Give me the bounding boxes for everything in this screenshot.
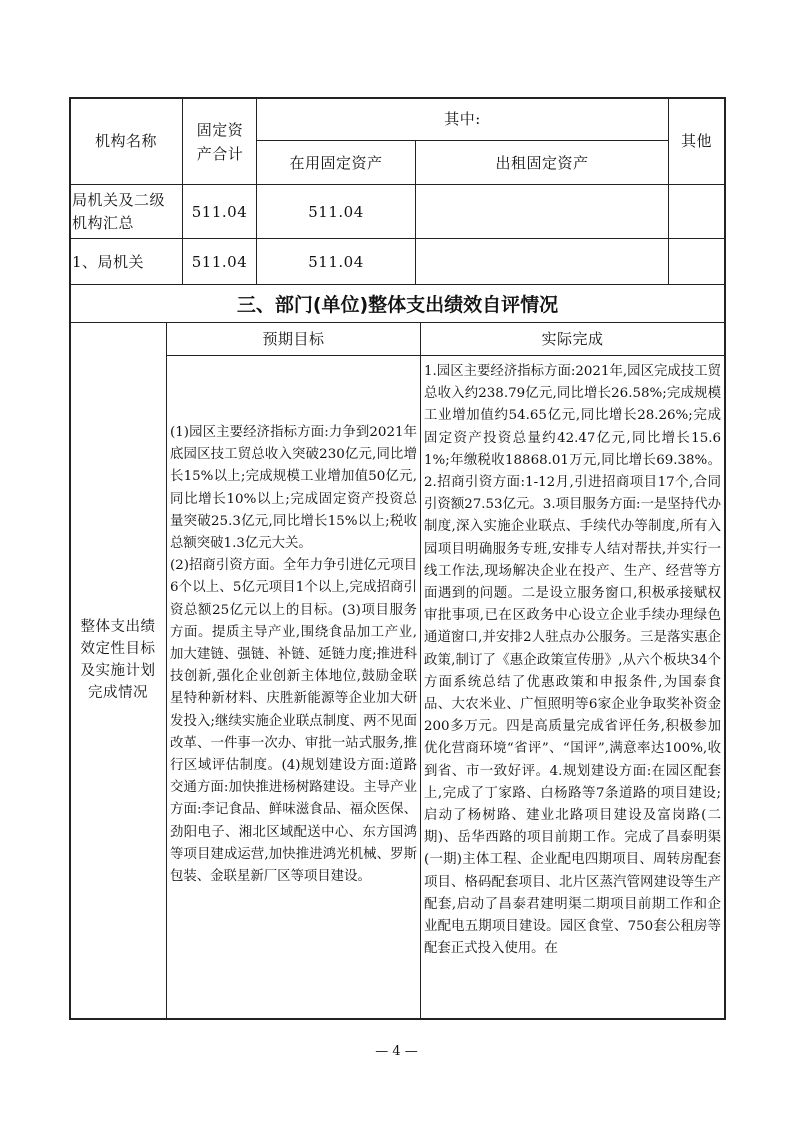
actual-text: 1.园区主要经济指标方面:2021年,园区完成技工贸总收入约238.79亿元,同比增长26.58%;完成规模工业增加值约54.65亿元,同比增长28.26%;完成固定资产投资总量约42.47亿元,同比增长15.61%;年缴税收18868.01万元,同比增长69.38%。2.招商引资方面:1-12月,引进招商项目17个,合同引资额27.53亿元。3.项目服务方面:一是坚持代办制度,深入实施企业联点、手续代办等制度,所有入园项目明确服务专班,安排专人结对帮扶,并实行一线工作法,现场解决企业在投产、生产、经营等方面遇到的问题。二是设立服务窗口,积极承接赋权审批事项,已在区政务中心设立企业手续办理绿色通道窗口,并安排2人驻点办公服务。三是落实惠企政策,制订了《惠企政策宣传册》,从六个板块34个方面系统总结了优惠政策和申报条件,为国泰食品、大农米业、广恒照明等6家企业争取奖补资金200多万元。四是高质量完成省评任务,积极参加优化营商环境“省评”、“国评”,满意率达100%,收到省、市一致好评。4.规划建设方面:在园区配套上,完成了丁家路、白杨路等7条道路的项目建设;启动了杨树路、建业北路项目建设及富岗路(二期)、岳华西路的项目前期工作。完成了昌泰明渠(一期)主体工程、企业配电四期项目、周转房配套项目、格码配套项目、北片区蒸汽管网建设等生产配套,启动了昌泰君建明渠二期项目前期工作和企业配电五期项目建设。园区食堂、750套公租房等配套正式投入使用。在 <box>424 364 721 957</box>
table-border-left <box>69 97 71 1019</box>
row-in-use: 511.04 <box>308 252 364 271</box>
expected-text: (1)园区主要经济指标方面:力争到2021年底园区技工贸总收入突破230亿元,同比增长15%以上;完成规模工业增加值50亿元,同比增长10%以上;完成固定资产投资总量突破25.3亿元,同比增长15%以上;税收总额突破1.3亿元大关。 (2)招商引资方面。全年力争引进亿元项目6个以上、5亿元项目1个以上,完成招商引资总额25亿元以上的目标。(3)项目服务方面。提质主导产业,围绕食品加工产业,加大建链、强链、补链、延链力度;推进科技创新,强化企业创新主体地位,鼓励金联星特种新材料、庆胜新能源等企业加大研发投入;继续实施企业联点制度、两不见面改革、一件事一次办、审批一站式服务,推行区域评估制度。(4)规划建设方面:道路交通方面:加快推进杨树路建设。主导产业方面:李记食品、鲜味滋食品、福众医保、劲阳电子、湘北区域配送中心、东方国鸿等项目建成运营,加快推进鸿光机械、罗斯包装、金联星新厂区等项目建设。 <box>170 425 417 885</box>
col-expected-header: 预期目标 <box>262 330 325 348</box>
row-total: 511.04 <box>191 202 248 221</box>
table-rule <box>166 355 726 356</box>
row-other <box>669 239 724 284</box>
table-border-right <box>724 97 726 1019</box>
header-of-which: 其中: <box>444 110 481 128</box>
table-rule <box>420 322 421 1019</box>
header-fixed-total: 固定资产合计 <box>196 121 244 163</box>
header-rented: 出租固定资产 <box>495 153 589 172</box>
row-rented <box>416 185 668 238</box>
section-title: 三、部门(单位)整体支出绩效自评情况 <box>236 293 559 316</box>
col-actual-header: 实际完成 <box>541 330 604 348</box>
header-in-use: 在用固定资产 <box>289 153 383 172</box>
row-total: 511.04 <box>191 252 248 271</box>
row-name: 局机关及二级机构汇总 <box>72 191 166 232</box>
row-other <box>669 185 724 238</box>
header-org-name: 机构名称 <box>94 132 157 150</box>
row-label: 整体支出绩效定性目标及实施计划完成情况 <box>80 619 156 701</box>
header-other: 其他 <box>680 132 712 150</box>
table-rule <box>166 322 167 1019</box>
row-rented <box>416 239 668 284</box>
row-in-use: 511.04 <box>308 202 364 221</box>
page-number: — 4 — <box>375 1044 418 1059</box>
table-border-bottom <box>69 1018 726 1020</box>
row-name: 1、局机关 <box>72 252 145 271</box>
